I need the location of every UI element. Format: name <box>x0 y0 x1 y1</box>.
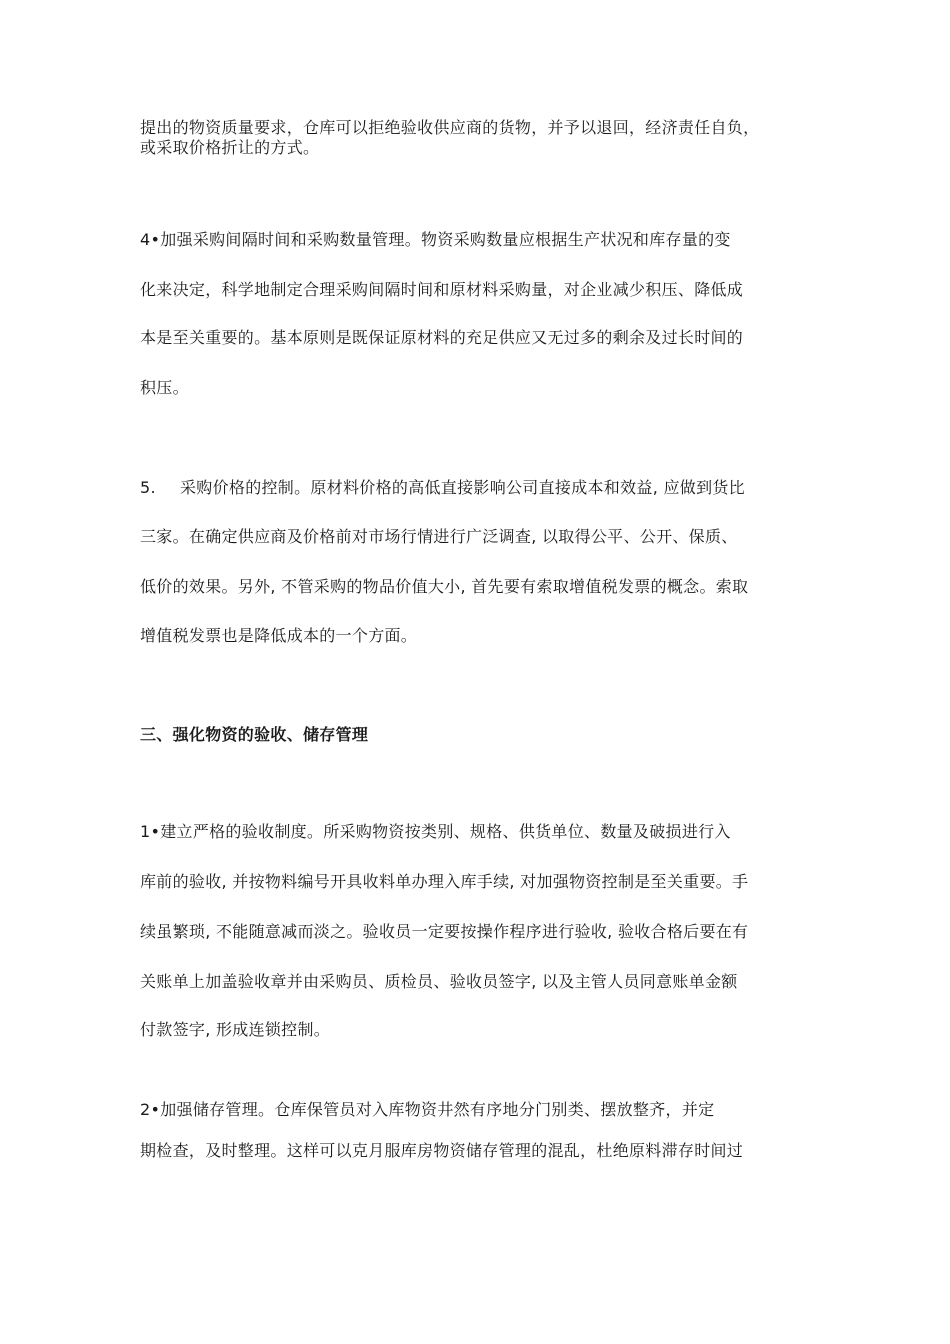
item5-line-1 <box>140 478 745 498</box>
s3-item1-line-3: 续虽繁琐, 不能随意减而淡之。验收员一定要按操作程序进行验收, 验收合格后要在有 <box>140 922 749 941</box>
s3-item1-line-5: 付款签字, 形成连锁控制。 <box>140 1020 331 1039</box>
s3-item1-line-4: 关账单上加盖验收章并由采购员、质检员、验收员签字, 以及主管人员同意账单金额 <box>140 972 738 991</box>
intro-line-1: 提出的物资质量要求，仓库可以拒绝验收供应商的货物，并予以退回，经济责任自负， <box>140 118 760 137</box>
s3-item1-line-2: 库前的验收, 并按物料编号开具收料单办理入库手续, 对加强物资控制是至关重要。手 <box>140 872 749 891</box>
item4-line-3: 本是至关重要的。基本原则是既保证原材料的充足供应又无过多的剩余及过长时间的 <box>140 328 744 347</box>
item4-line-1: 4•加强采购间隔时间和采购数量管理。物资采购数量应根据生产状况和库存量的变 <box>140 230 731 249</box>
item5-line-3: 低价的效果。另外, 不管采购的物品价值大小, 首先要有索取增值税发票的概念。索取 <box>140 577 749 596</box>
item4-line-4: 积压。 <box>140 378 189 397</box>
intro-line-2: 或采取价格折让的方式。 <box>140 138 320 157</box>
item4-line-2: 化来决定，科学地制定合理采购间隔时间和原材料采购量，对企业减少积压、降低成 <box>140 280 744 299</box>
s3-item1-line-1: 1•建立严格的验收制度。所采购物资按类别、规格、供货单位、数量及破损进行入 <box>140 822 731 841</box>
section3-heading: 三、强化物资的验收、储存管理 <box>140 725 369 744</box>
item5-line-2: 三家。在确定供应商及价格前对市场行情进行广泛调查, 以取得公平、公开、保质、 <box>140 527 738 546</box>
s3-item2-line-2: 期检查，及时整理。这样可以克月服库房物资储存管理的混乱，杜绝原料滞存时间过 <box>140 1141 744 1160</box>
item5-number: 5. <box>140 478 156 497</box>
item5-line-1-text: 采购价格的控制。原材料价格的高低直接影响公司直接成本和效益, 应做到货比 <box>180 478 745 497</box>
s3-item2-line-1: 2•加强储存管理。仓库保管员对入库物资井然有序地分门别类、摆放整齐，并定 <box>140 1100 715 1119</box>
item5-line-4: 增值税发票也是降低成本的一个方面。 <box>140 626 418 645</box>
